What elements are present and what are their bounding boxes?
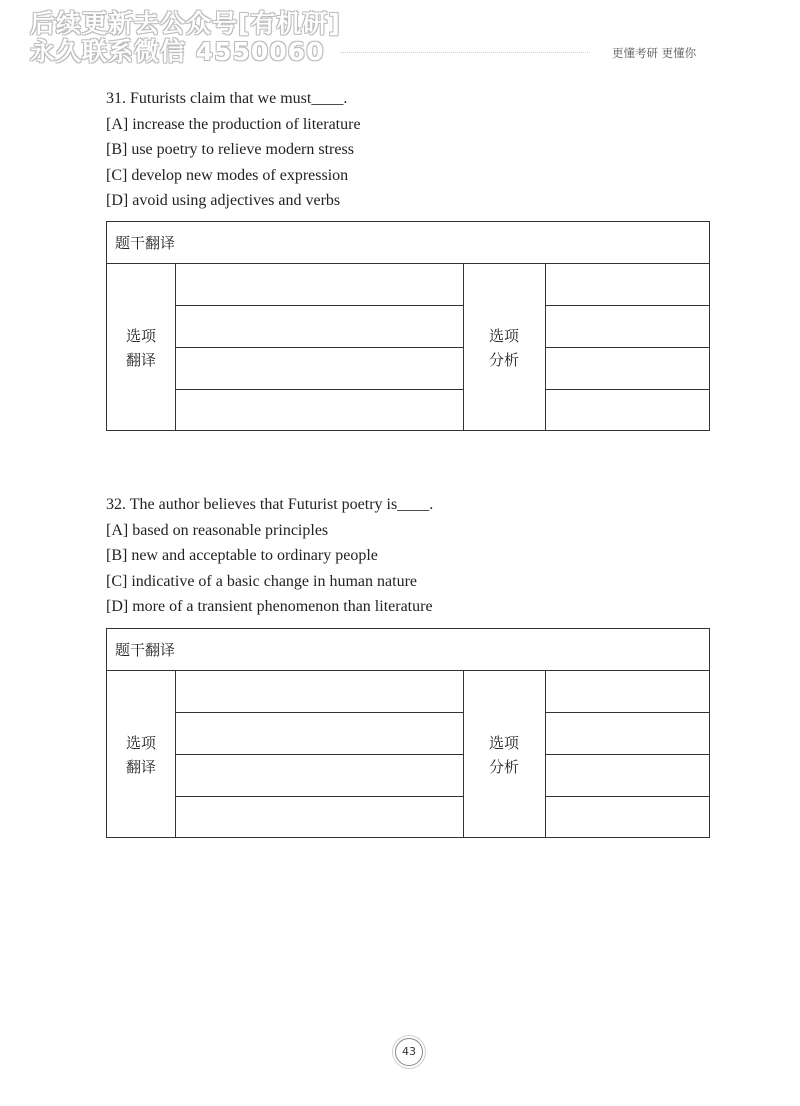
translation-cell-divider: [175, 712, 463, 713]
analysis-cell-divider: [545, 347, 709, 348]
option-translation-label: [107, 671, 175, 838]
option-translation-label: [107, 264, 175, 431]
watermark-line-2: 永久联系微信 4550060: [30, 37, 325, 66]
option-translation-label-line-1: 选项: [125, 733, 156, 752]
translation-cell-divider: [175, 796, 463, 797]
option-analysis-label-line-1: 选项: [488, 326, 519, 345]
option-analysis-label: [463, 264, 545, 431]
translation-cell-divider: [175, 347, 463, 348]
answer-grid-32: [106, 628, 710, 838]
option-analysis-label: [463, 671, 545, 838]
analysis-cell-divider: [545, 754, 709, 755]
option-d: [D] avoid using adjectives and verbs: [106, 192, 341, 209]
stem-translation-label: 题干翻译: [107, 629, 709, 671]
watermark-line-1: 后续更新去公众号[有机研]: [30, 9, 341, 38]
analysis-cell-divider: [545, 712, 709, 713]
translation-cell-divider: [175, 305, 463, 306]
question-stem: 31. Futurists claim that we must____.: [106, 90, 348, 107]
translation-cell-divider: [175, 754, 463, 755]
option-analysis-label-line-2: 分析: [488, 757, 519, 776]
analysis-cell-divider: [545, 796, 709, 797]
question-32: [106, 492, 726, 620]
answer-grid-31: [106, 221, 710, 431]
option-d: [D] more of a transient phenomenon than literature: [106, 598, 433, 615]
analysis-cell-divider: [545, 305, 709, 306]
option-a: [A] based on reasonable principles: [106, 521, 329, 539]
option-a: [A] increase the production of literature: [106, 115, 361, 133]
translation-cell-divider: [175, 389, 463, 390]
question-31: [106, 86, 726, 214]
option-c: [C] indicative of a basic change in human nature: [106, 572, 417, 590]
page-number: 43: [395, 1038, 423, 1066]
option-analysis-label-line-1: 选项: [488, 733, 519, 752]
option-translation-label-line-2: 翻译: [125, 757, 156, 776]
option-translation-label-line-1: 选项: [125, 326, 156, 345]
stem-translation-label: 题干翻译: [107, 222, 709, 264]
option-c: [C] develop new modes of expression: [106, 166, 349, 184]
analysis-cell-divider: [545, 389, 709, 390]
question-stem: 32. The author believes that Futurist poetry is____.: [106, 496, 434, 513]
option-analysis-label-line-2: 分析: [488, 350, 519, 369]
watermark: [30, 10, 341, 66]
header-rule: [340, 52, 590, 53]
option-b: [B] new and acceptable to ordinary people: [106, 547, 378, 564]
option-translation-label-line-2: 翻译: [125, 350, 156, 369]
header-slogan: 更懂考研 更懂你: [612, 46, 697, 60]
option-b: [B] use poetry to relieve modern stress: [106, 141, 354, 158]
